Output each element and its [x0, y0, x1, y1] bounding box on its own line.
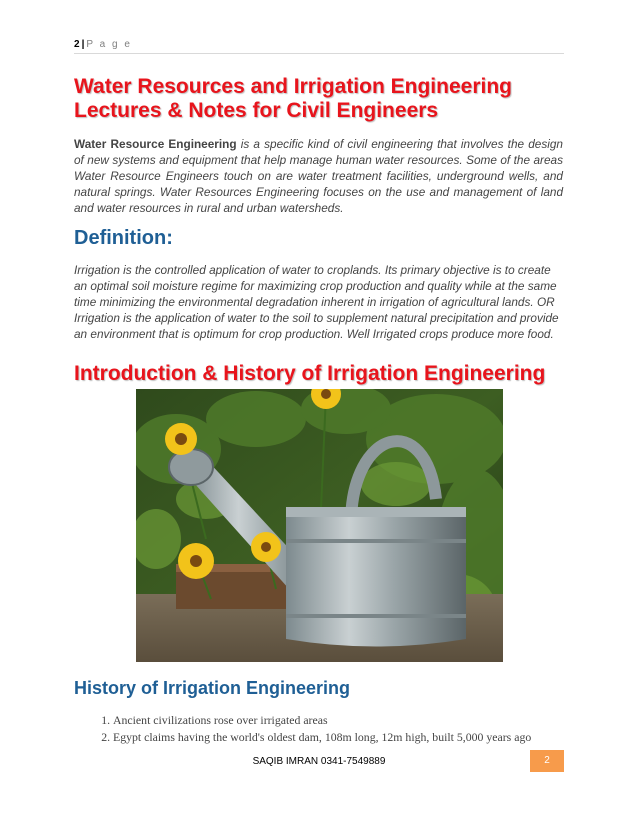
footer-page-number: 2 [530, 750, 564, 772]
history-heading: History of Irrigation Engineering [74, 678, 351, 698]
intro-paragraph [74, 136, 563, 216]
list-item: 2. Egypt claims having the world's oldest dam, 108m long, 12m high, built 5,000 years ago [113, 729, 593, 746]
intro-lead-bold: Water Resource Engineering [74, 137, 237, 151]
definition-heading: Definition: [74, 227, 173, 249]
footer-author: SAQIB IMRAN 0341-7549889 [252, 756, 386, 767]
history-list [92, 712, 593, 746]
intro-body: is a specific kind of civil engineering that involves the design of new systems and equipment that help manage human water resources. Some of the areas Water Resource Engineers touch on are water treatment facilities, underground wells, and natural springs. Water Resources Engineering focuses on the use and management of land and water resources in rural and urban watersheds. [74, 137, 563, 215]
title-line-1: Water Resources and Irrigation Engineering [74, 75, 512, 98]
watering-can-photo [136, 389, 503, 662]
document-title [74, 75, 554, 123]
list-item: 1. Ancient civilizations rose over irrigated areas [113, 712, 593, 729]
definition-paragraph: Irrigation is the controlled application of water to croplands. Its primary objective is to create an optimal soil moisture regime for maximizing crop production and quality while at the same time minimizing the environmental degradation inherent in irrigation of agricultural lands. OR Irrigation is the application of water to the soil to supplement natural precipitation and provide an environment that is optimum for crop production. Well Irrigated crops produce more food. [74, 263, 559, 341]
page-header [74, 39, 564, 54]
header-page-label: P a g e [86, 39, 132, 50]
intro-history-heading: Introduction & History of Irrigation Engineering [74, 362, 546, 385]
title-line-2: Lectures & Notes for Civil Engineers [74, 99, 439, 122]
flower-icon [165, 423, 197, 455]
header-page-number: 2 [74, 39, 80, 50]
header-separator: | [81, 39, 85, 50]
watering-can-illustration [136, 389, 503, 662]
